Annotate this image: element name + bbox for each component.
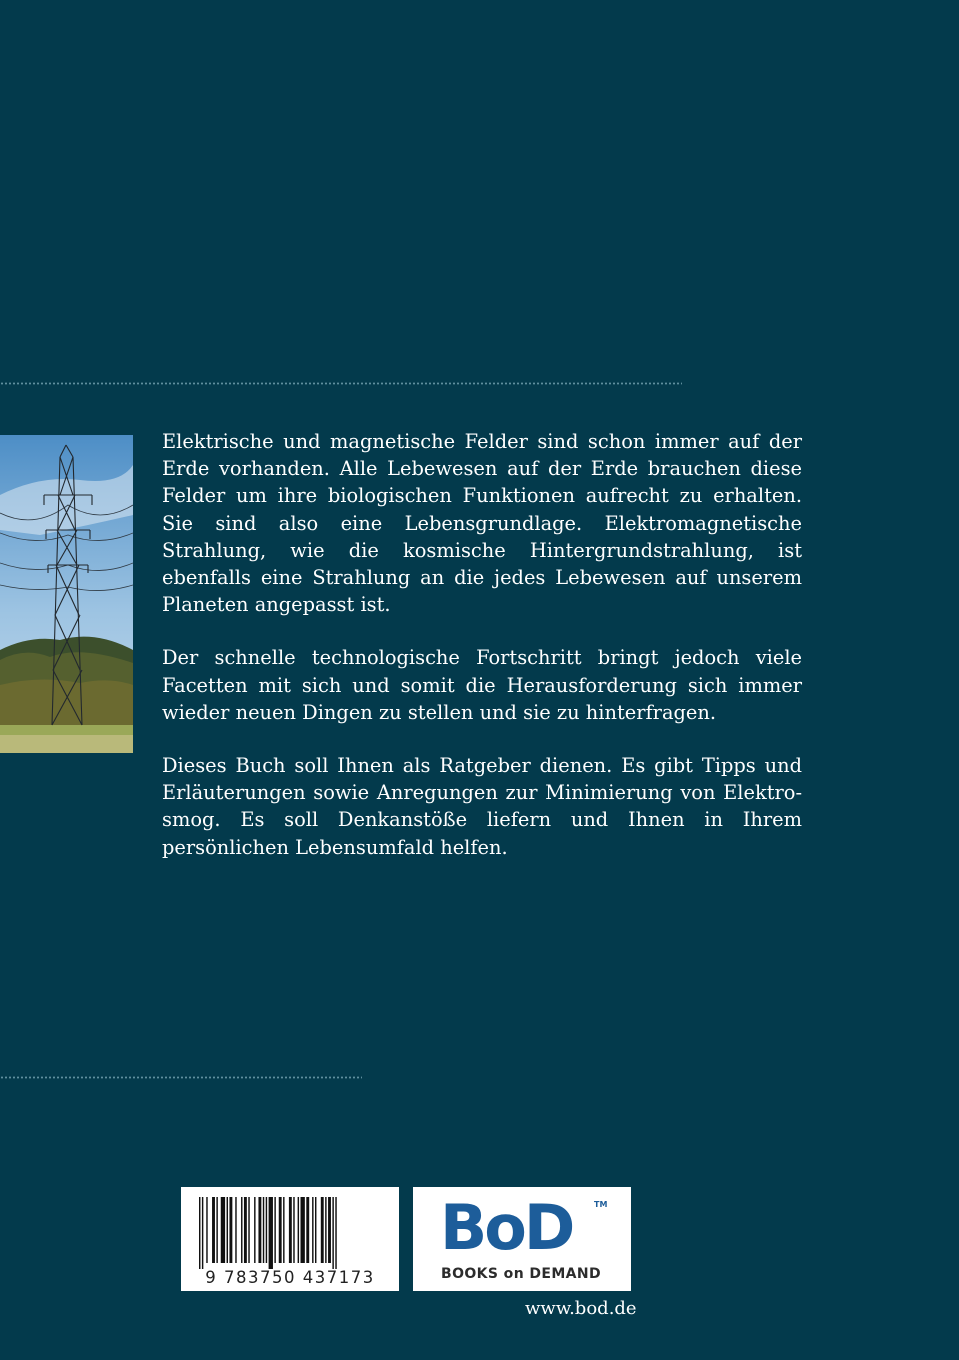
barcode-bar [279, 1197, 282, 1263]
barcode-bar [325, 1197, 326, 1263]
barcode-bar [335, 1197, 336, 1269]
barcode-bar [244, 1197, 247, 1263]
barcode-bar [269, 1197, 273, 1269]
trademark-symbol: TM [594, 1200, 608, 1209]
barcode-bar [199, 1197, 200, 1269]
barcode-bar [229, 1197, 232, 1263]
barcode-bar [301, 1197, 305, 1263]
publisher-logo [413, 1187, 631, 1291]
barcode-bar [216, 1197, 217, 1263]
barcode-bar [254, 1197, 255, 1263]
barcode-bar [328, 1197, 331, 1263]
barcode-bar [221, 1197, 225, 1263]
barcode-bar [263, 1197, 264, 1263]
barcode-bar [241, 1197, 242, 1263]
barcode-bar [293, 1197, 294, 1263]
barcode-bar [306, 1197, 309, 1263]
barcode-bar [212, 1197, 215, 1263]
blurb-paragraph: Dieses Buch soll Ihnen als Ratgeber dienen. Es gibt Tipps und Erläuterungen sowie Anregungen zur Minimierung von Elektrosmog. Es soll Denkanstöße liefern und Ihnen in Ihrem persönlichen Lebensumfald helfen. [162, 754, 802, 859]
isbn-number: 9 783750 437173 [205, 1268, 375, 1287]
barcode-bar [315, 1197, 316, 1263]
dotted-divider-bottom [0, 1076, 362, 1079]
blurb-paragraph: Elektrische und magnetische Felder sind schon immer auf der Erde vorhanden. Alle Lebewesen auf der Erde brauchen diese Felder um ihre biologischen Funktionen aufrecht zu erhalten. Sie sind also eine Lebensgrundlage. Elektromagnetische Strahlung, wie die kosmische Hintergrundstrahlung, ist ebenfalls eine Strahlung an die jedes Lebewesen auf unserem Planeten angepasst ist. [162, 430, 802, 617]
barcode-bar [332, 1197, 333, 1269]
dotted-divider-top [0, 382, 682, 385]
barcode-bar [289, 1197, 292, 1263]
barcode-bar [321, 1197, 324, 1263]
barcode-bar [274, 1197, 275, 1263]
barcode-bar [206, 1197, 207, 1263]
publisher-website: www.bod.de [525, 1298, 637, 1319]
barcode-bar [312, 1197, 313, 1263]
blurb-paragraph: Der schnelle technologische Fortschritt bringt jedoch viele Facetten mit sich und somit die Herausforderung sich immer wieder neuen Dingen zu stellen und sie zu hinterfragen. [162, 646, 802, 724]
barcode-bar [248, 1197, 249, 1263]
bod-logo-mark: BoD [440, 1191, 573, 1264]
barcode-bars [199, 1197, 381, 1269]
barcode-bar [298, 1197, 299, 1263]
isbn-barcode [181, 1187, 399, 1291]
power-pylon-photo [0, 435, 133, 753]
back-cover-blurb [162, 428, 802, 887]
barcode-bar [202, 1197, 203, 1269]
barcode-bar [258, 1197, 261, 1263]
barcode-bar [266, 1197, 267, 1263]
barcode-bar [235, 1197, 236, 1263]
barcode-bar [227, 1197, 228, 1263]
barcode-bar [283, 1197, 284, 1263]
publisher-tagline: BOOKS on DEMAND [441, 1266, 602, 1282]
